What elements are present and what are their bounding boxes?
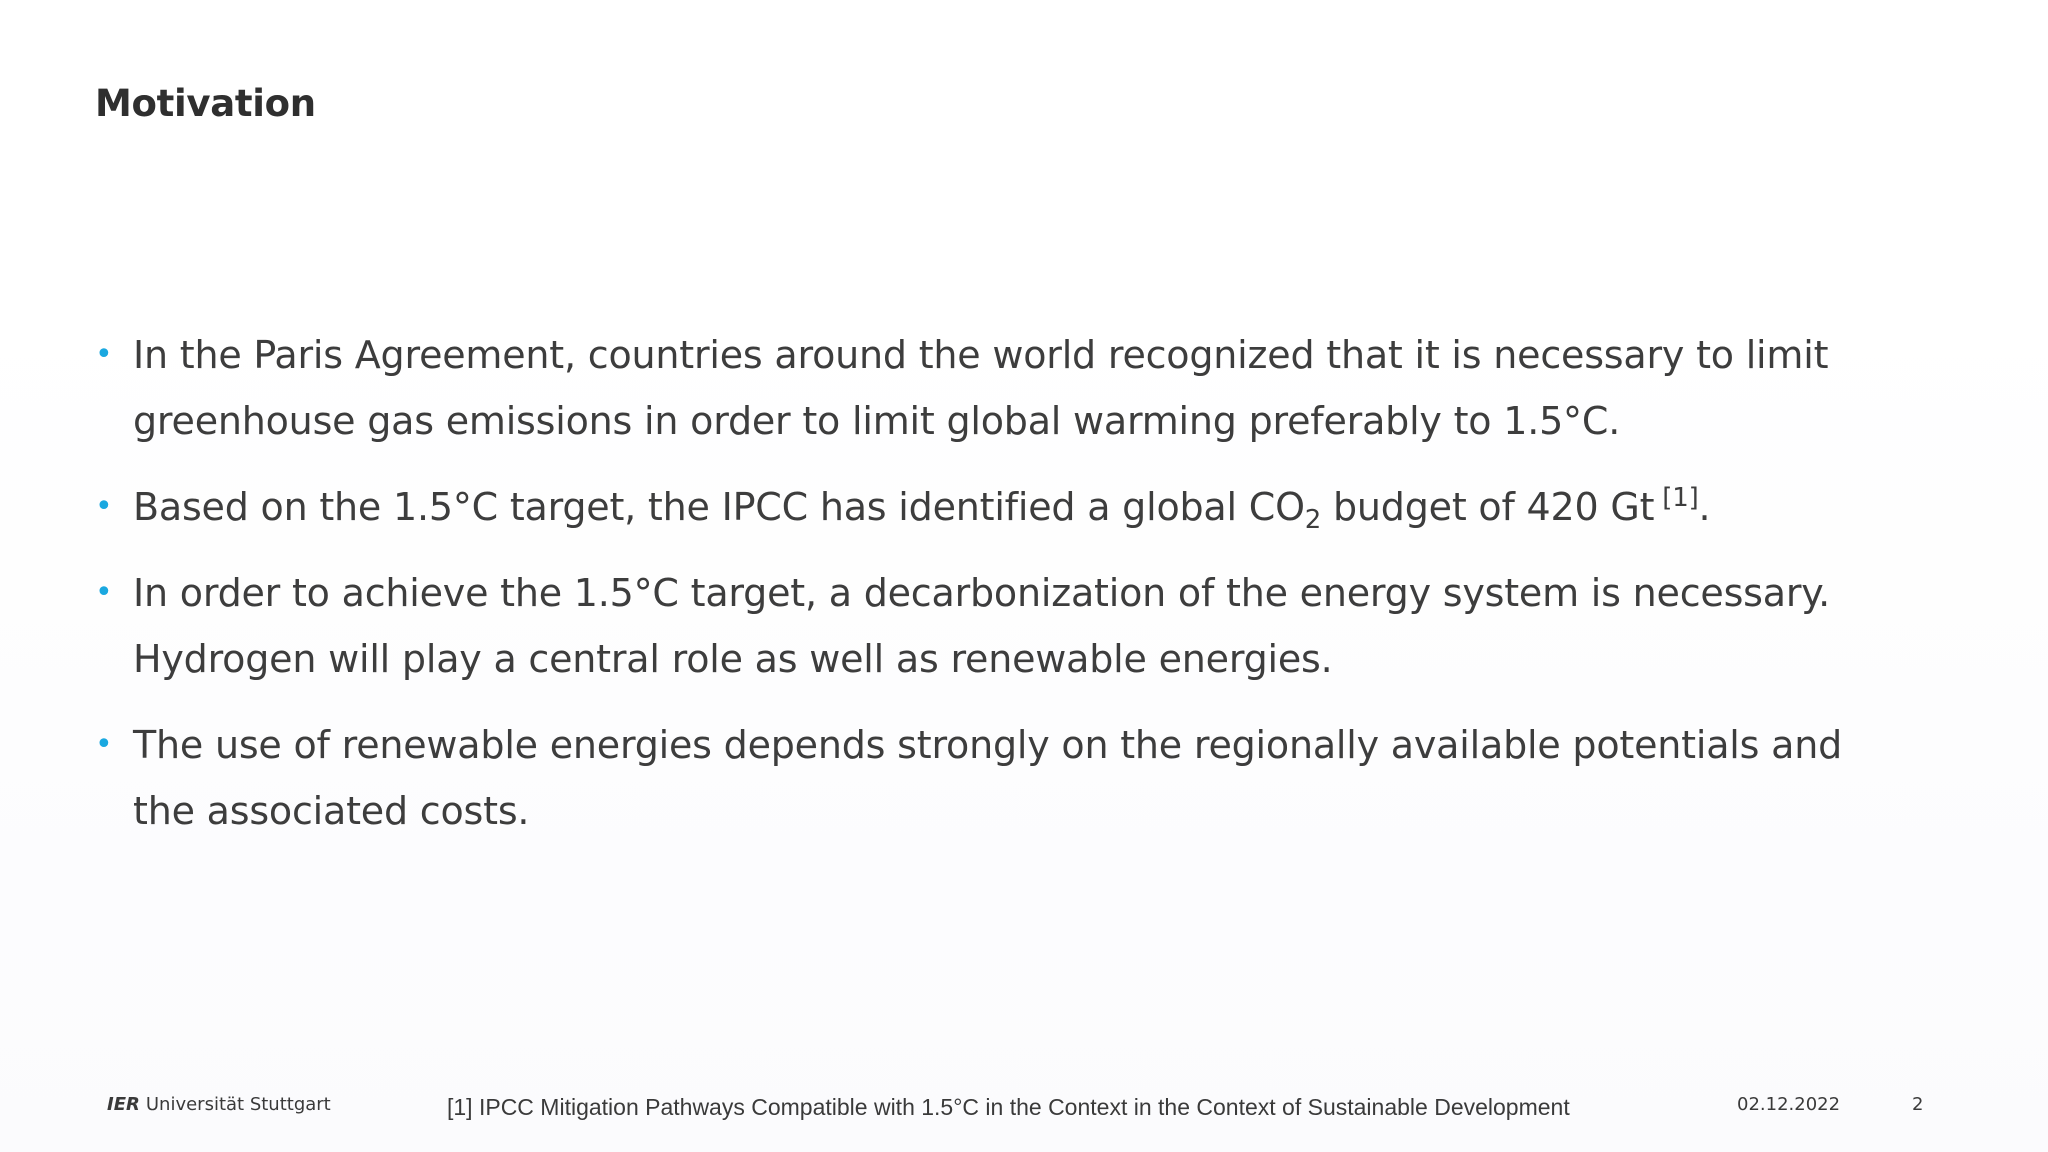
bullet-dot-icon: • bbox=[95, 337, 113, 372]
bullet-text-suffix: . bbox=[1698, 485, 1711, 529]
bullet-text-prefix: Based on the 1.5°C target, the IPCC has identified a global CO bbox=[133, 485, 1305, 529]
slide-date: 02.12.2022 bbox=[1737, 1094, 1841, 1115]
co2-subscript: 2 bbox=[1304, 505, 1322, 535]
bullet-dot-icon: • bbox=[95, 727, 113, 762]
bullet-item bbox=[95, 560, 1895, 692]
university-logo bbox=[107, 1094, 331, 1115]
bullet-item bbox=[95, 322, 1895, 454]
bullet-dot-icon: • bbox=[95, 575, 113, 610]
logo-text: Universität Stuttgart bbox=[145, 1094, 331, 1115]
bullet-line bbox=[133, 474, 1895, 540]
bullet-line: The use of renewable energies depends strongly on the regionally available potentials and bbox=[133, 723, 1843, 767]
bullet-item bbox=[95, 474, 1895, 540]
bullet-item bbox=[95, 712, 1895, 844]
bullet-text-middle: budget of 420 Gt bbox=[1321, 485, 1655, 529]
footnote-reference: [1] IPCC Mitigation Pathways Compatible with 1.5°C in the Context in the Context of Sustainable Development bbox=[447, 1094, 1570, 1120]
bullet-line: In order to achieve the 1.5°C target, a decarbonization of the energy system is necessary. bbox=[133, 571, 1831, 615]
footer bbox=[0, 1090, 2048, 1130]
bullet-list bbox=[95, 322, 1895, 864]
bullet-line: In the Paris Agreement, countries around the world recognized that it is necessary to limit bbox=[133, 333, 1829, 377]
bullet-line: the associated costs. bbox=[133, 789, 530, 833]
bullet-line: Hydrogen will play a central role as well as renewable energies. bbox=[133, 637, 1333, 681]
bullet-line: greenhouse gas emissions in order to limit global warming preferably to 1.5°C. bbox=[133, 399, 1621, 443]
logo-abbreviation: IER bbox=[107, 1094, 140, 1115]
citation-marker: [1] bbox=[1662, 483, 1699, 513]
bullet-dot-icon: • bbox=[95, 489, 113, 524]
slide-title: Motivation bbox=[95, 82, 316, 125]
page-number: 2 bbox=[1912, 1094, 1924, 1115]
